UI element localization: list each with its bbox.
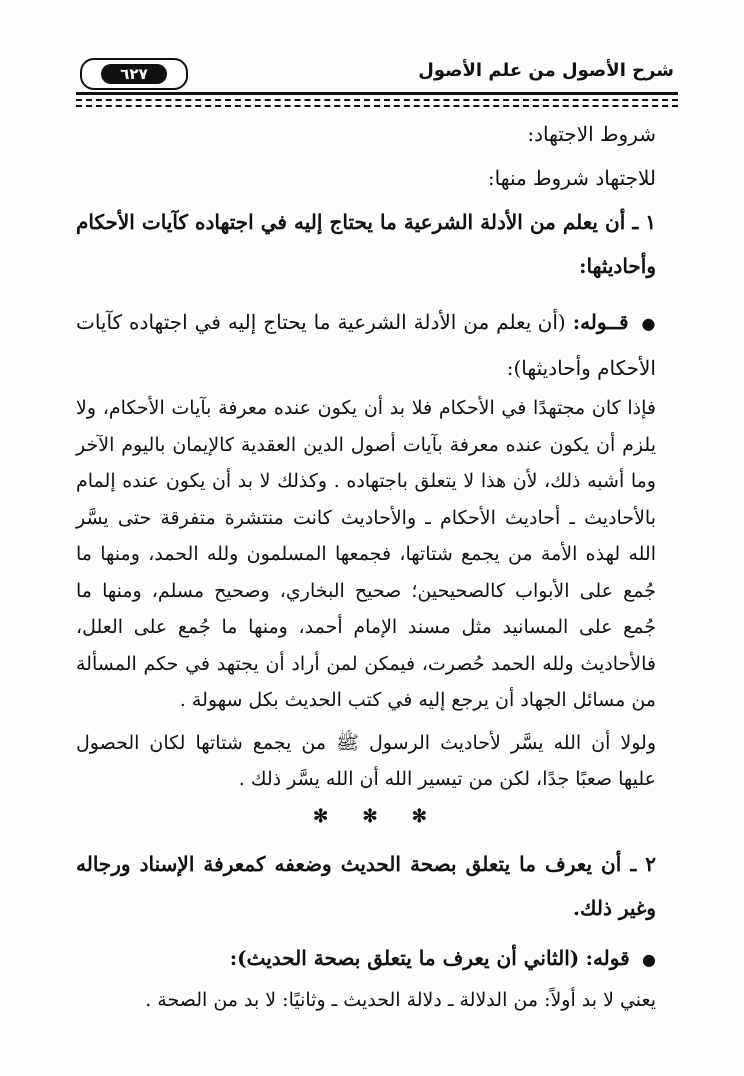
commentary-two: [76, 936, 678, 982]
commentary-label: قوله:: [585, 945, 630, 970]
header-dashed-rule: [76, 99, 678, 101]
header-rule: [76, 92, 678, 95]
section-subheading: للاجتهاد شروط منها:: [487, 166, 656, 190]
commentary-quote: (الثاني أن يعرف ما يتعلق بصحة الحديث):: [229, 945, 580, 970]
bullet-icon: ●: [641, 314, 657, 333]
condition-two: ٢ ـ أن يعرف ما يتعلق بصحة الحديث وضعفه كمعرفة الإسناد ورجاله وغير ذلك.: [76, 851, 656, 920]
section-heading: شروط الاجتهاد:: [527, 122, 656, 146]
paragraph-one: فإذا كان مجتهدًا في الأحكام فلا بد أن يكون عنده معرفة بآيات الأحكام، ولا يلزم أن يكون عنده معرفة بآيات أصول الدين العقدية كالإيمان باليوم الآخر وما أشبه ذلك، لأن هذا لا يتعلق باجتهاده . وكذلك لا بد أن يكون عنده إلمام بالأحاديث ـ أحاديث الأحكام ـ والأحاديث كانت منتشرة متفرقة حتى يسَّر الله لهذه الأمة من يجمع شتاتها، فجمعها المسلمون ولله الحمد، ومنها ما جُمع على الأبواب كالصحيحين؛ صحيح البخاري، وصحيح مسلم، ومنها ما جُمع على المسانيد مثل مسند الإمام أحمد، ومنها ما جُمع على العلل، فالأحاديث ولله الحمد حُصرت، فيمكن لمن أراد أن يجتهد في حكم المسألة من مسائل الجهاد أن يرجع إليه في كتب الحديث بكل سهولة .: [76, 397, 656, 711]
running-header: [60, 58, 674, 92]
condition-one: ١ ـ أن يعلم من الأدلة الشرعية ما يحتاج إليه في اجتهاده كآيات الأحكام وأحاديثها:: [76, 210, 656, 278]
paragraph-three: يعني لا بد أولاً: من الدلالة ـ دلالة الحديث ـ وثانيًا: لا بد من الصحة .: [145, 988, 656, 1011]
commentary-quote: (أن يعلم من الأدلة الشرعية ما يحتاج إليه في اجتهاده كآيات الأحكام وأحاديثها):: [76, 310, 656, 380]
commentary-label: قــوله:: [572, 310, 629, 334]
page-number: ٦٢٧: [101, 64, 167, 84]
header-dashed-rule-2: [76, 105, 678, 107]
paragraph-two: ولولا أن الله يسَّر لأحاديث الرسول ﷺ من يجمع شتاتها لكان الحصول عليها صعبًا جدًا، لكن من تيسير الله أن الله يسَّر ذلك .: [76, 731, 656, 790]
page-number-badge: [80, 58, 188, 90]
section-separator: ✻ ✻ ✻: [313, 805, 441, 827]
bullet-icon: ●: [642, 949, 656, 969]
book-title: شرح الأصول من علم الأصول: [418, 60, 674, 81]
commentary-one: [76, 300, 678, 390]
page-body: [76, 112, 678, 1018]
